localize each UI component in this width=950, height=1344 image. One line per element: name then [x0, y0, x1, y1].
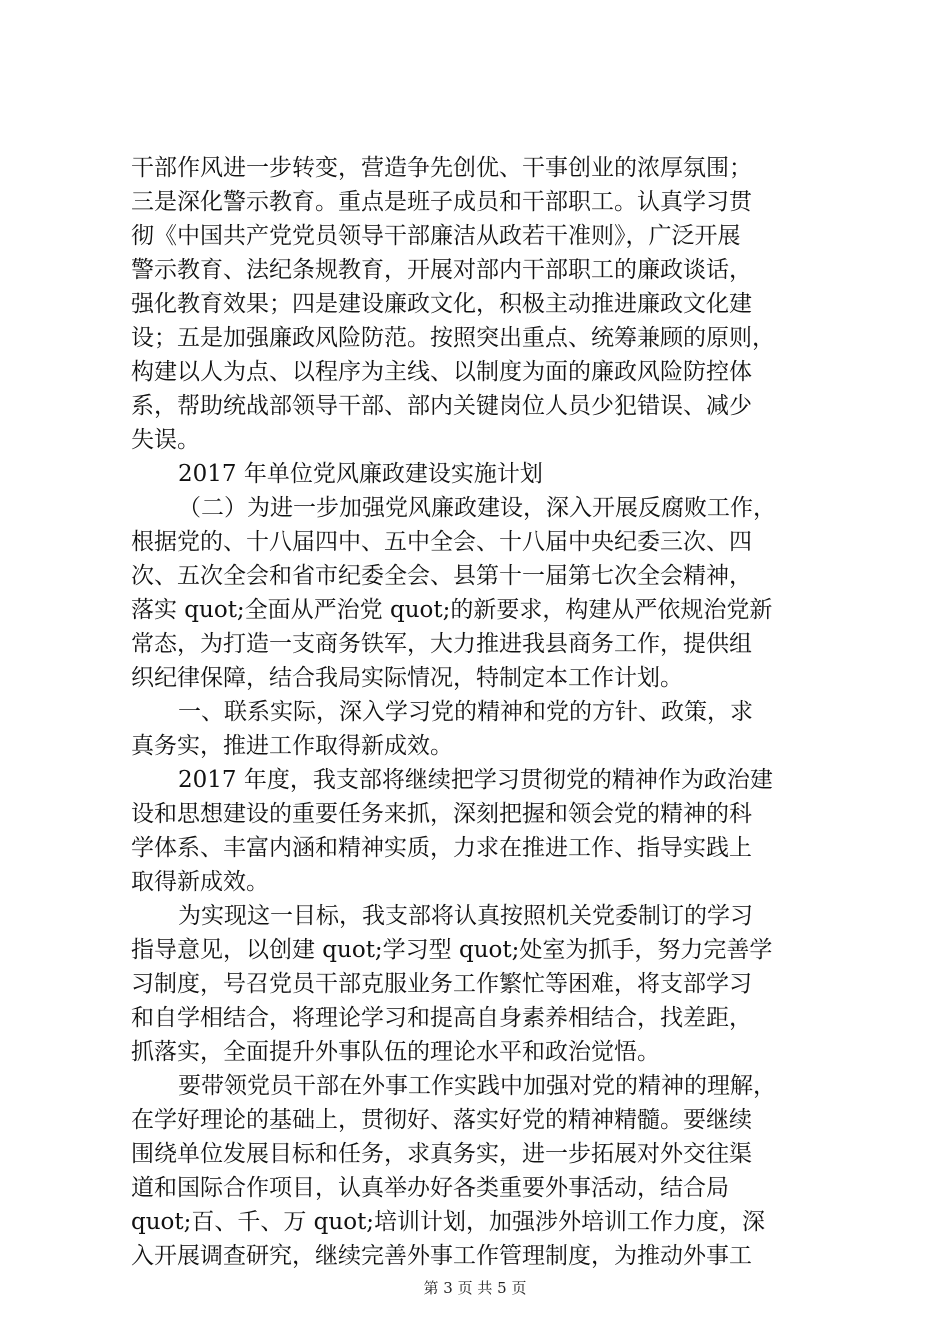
- text-line: 系，帮助统战部领导干部、部内关键岗位人员少犯错误、减少: [131, 393, 752, 419]
- text-line: （二）为进一步加强党风廉政建设，深入开展反腐败工作，: [178, 495, 776, 521]
- text-line: 织纪律保障，结合我局实际情况，特制定本工作计划。: [131, 665, 683, 691]
- text-line: 习制度，号召党员干部克服业务工作繁忙等困难，将支部学习: [131, 971, 752, 997]
- text-line: 和自学相结合，将理论学习和提高自身素养相结合，找差距，: [131, 1005, 752, 1031]
- text-line: 设和思想建设的重要任务来抓，深刻把握和领会党的精神的科: [131, 801, 752, 827]
- text-line: 根据党的、十八届四中、五中全会、十八届中央纪委三次、四: [131, 529, 752, 555]
- section-heading: 2017 年单位党风廉政建设实施计划: [178, 461, 543, 487]
- text-line: 警示教育、法纪条规教育，开展对部内干部职工的廉政谈话，: [131, 257, 752, 283]
- text-line: 取得新成效。: [131, 869, 269, 895]
- text-line: 失误。: [131, 427, 200, 453]
- text-line: 次、五次全会和省市纪委全会、县第十一届第七次全会精神，: [131, 563, 752, 589]
- text-line: 抓落实，全面提升外事队伍的理论水平和政治觉悟。: [131, 1039, 660, 1065]
- text-line: 一、联系实际，深入学习党的精神和党的方针、政策，求: [178, 699, 753, 725]
- text-line: 围绕单位发展目标和任务，求真务实，进一步拓展对外交往渠: [131, 1141, 752, 1167]
- text-line: 道和国际合作项目，认真举办好各类重要外事活动，结合局: [131, 1175, 729, 1201]
- text-line: 落实 quot;全面从严治党 quot;的新要求，构建从严依规治党新: [131, 597, 773, 623]
- text-line: 设；五是加强廉政风险防范。按照突出重点、统筹兼顾的原则，: [131, 325, 775, 351]
- text-line: 学体系、丰富内涵和精神实质，力求在推进工作、指导实践上: [131, 835, 752, 861]
- text-line: 在学好理论的基础上，贯彻好、落实好党的精神精髓。要继续: [131, 1107, 752, 1133]
- text-line: 干部作风进一步转变，营造争先创优、干事创业的浓厚氛围；: [131, 155, 752, 181]
- text-line: 彻《中国共产党党员领导干部廉洁从政若干准则》，广泛开展: [131, 223, 741, 249]
- page-number: 第 3 页 共 5 页: [423, 1279, 527, 1297]
- text-line: 构建以人为点、以程序为主线、以制度为面的廉政风险防控体: [131, 359, 752, 385]
- text-line: 要带领党员干部在外事工作实践中加强对党的精神的理解，: [178, 1073, 776, 1099]
- text-line: 三是深化警示教育。重点是班子成员和干部职工。认真学习贯: [131, 189, 752, 215]
- text-line: 常态，为打造一支商务铁军，大力推进我县商务工作，提供组: [131, 631, 752, 657]
- text-line: quot;百、千、万 quot;培训计划，加强涉外培训工作力度，深: [131, 1209, 766, 1235]
- text-line: 真务实，推进工作取得新成效。: [131, 733, 453, 759]
- document-body: [131, 151, 831, 1273]
- text-line: 入开展调查研究，继续完善外事工作管理制度，为推动外事工: [131, 1243, 752, 1269]
- text-line: 指导意见，以创建 quot;学习型 quot;处室为抓手，努力完善学: [131, 937, 773, 963]
- page-footer: [0, 1278, 950, 1298]
- text-line: 2017 年度，我支部将继续把学习贯彻党的精神作为政治建: [178, 767, 773, 793]
- text-line: 强化教育效果；四是建设廉政文化，积极主动推进廉政文化建: [131, 291, 752, 317]
- text-line: 为实现这一目标，我支部将认真按照机关党委制订的学习: [178, 903, 753, 929]
